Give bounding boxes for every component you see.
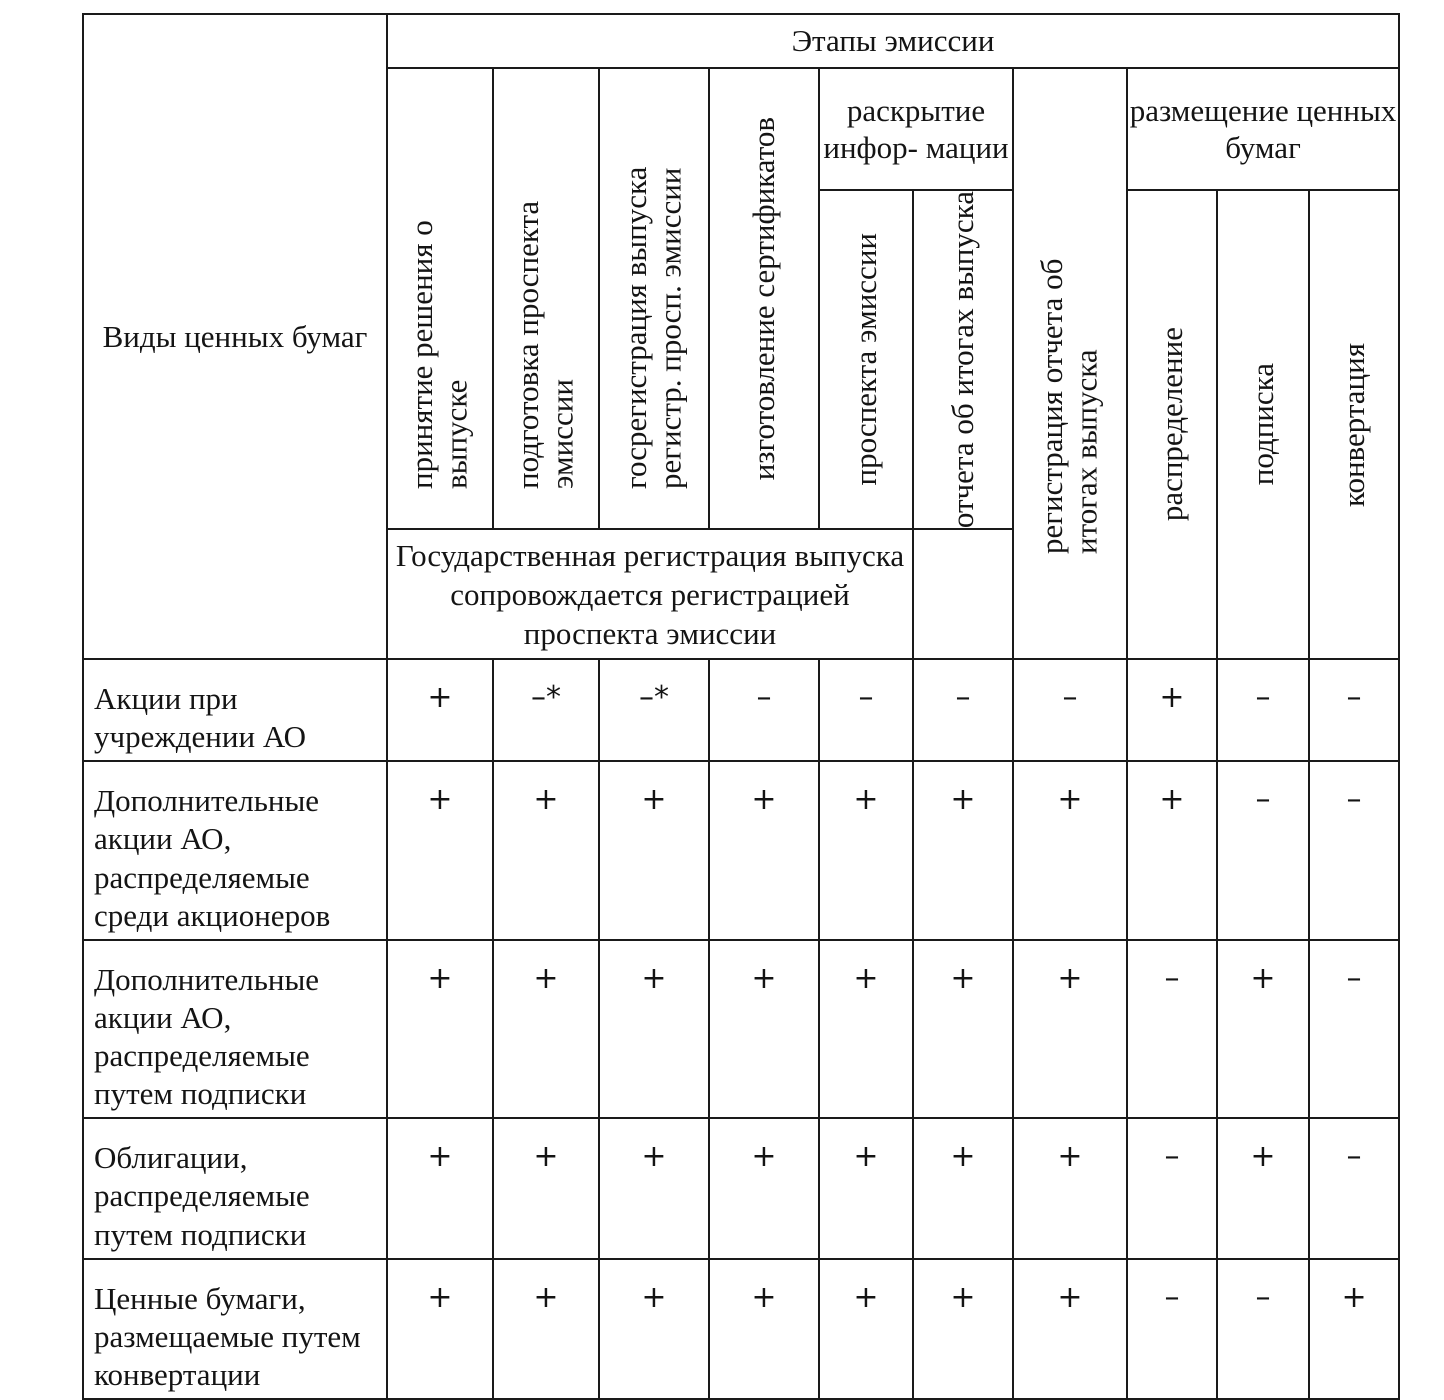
stage-col-6 xyxy=(913,190,1013,529)
cell-mark: + xyxy=(709,940,819,1119)
stage-col-2-label: подготовка проспекта эмиссии xyxy=(510,200,580,489)
registration-note: Государственная регистрация выпуска сопровождается регистрацией проспекта эмиссии xyxy=(387,529,913,659)
stage-col-10-label: конвертация xyxy=(1335,342,1371,507)
stage-col-4-label: изготовление сертификатов xyxy=(745,116,781,481)
cell-mark: – xyxy=(1309,761,1399,940)
cell-mark: – xyxy=(1127,940,1217,1119)
cell-mark: + xyxy=(709,761,819,940)
cell-mark: + xyxy=(1127,761,1217,940)
cell-mark: –* xyxy=(493,659,599,761)
cell-mark: + xyxy=(913,1259,1013,1399)
table-row xyxy=(83,659,1399,761)
cell-mark: + xyxy=(1127,659,1217,761)
stage-col-10 xyxy=(1309,190,1399,659)
cell-mark: + xyxy=(1013,1259,1127,1399)
stage-col-5 xyxy=(819,190,913,529)
cell-mark: + xyxy=(493,1259,599,1399)
cell-mark: + xyxy=(599,761,709,940)
cell-mark: – xyxy=(1217,761,1309,940)
cell-mark: – xyxy=(1013,659,1127,761)
header-row-1 xyxy=(83,14,1399,68)
stage-col-4 xyxy=(709,68,819,529)
table-row xyxy=(83,1118,1399,1258)
stage-col-1 xyxy=(387,68,493,529)
stage-col-8 xyxy=(1127,190,1217,659)
cell-mark: + xyxy=(819,1259,913,1399)
row-label: Облигации, распределяемые путем подписки xyxy=(83,1118,387,1258)
cell-mark: – xyxy=(709,659,819,761)
cell-mark: + xyxy=(1013,761,1127,940)
cell-mark: + xyxy=(493,1118,599,1258)
cell-mark: + xyxy=(1013,940,1127,1119)
stage-col-1-label: принятие решения о выпуске xyxy=(404,219,474,489)
row-label: Дополнительные акции АО, распределяемые путем подписки xyxy=(83,940,387,1119)
cell-mark: – xyxy=(1127,1118,1217,1258)
cell-mark: – xyxy=(1127,1259,1217,1399)
stage-col-9 xyxy=(1217,190,1309,659)
cell-mark: + xyxy=(819,761,913,940)
cell-mark: – xyxy=(1217,659,1309,761)
group-placement: размещение ценных бумаг xyxy=(1127,68,1399,190)
stage-col-7 xyxy=(1013,68,1127,659)
cell-mark: + xyxy=(493,940,599,1119)
stage-col-9-label: подписка xyxy=(1244,363,1280,486)
stage-col-2 xyxy=(493,68,599,529)
row-label: Ценные бумаги, размещаемые путем конвертации xyxy=(83,1259,387,1399)
cell-mark: – xyxy=(1217,1259,1309,1399)
cell-mark: – xyxy=(1309,1118,1399,1258)
cell-mark: + xyxy=(1309,1259,1399,1399)
corner-header-text: Виды ценных бумаг xyxy=(102,318,368,354)
table-row xyxy=(83,761,1399,940)
stage-col-6-label: отчета об итогах выпуска xyxy=(944,191,980,529)
cell-mark: + xyxy=(913,761,1013,940)
row-label: Акции при учреждении АО xyxy=(83,659,387,761)
cell-mark: + xyxy=(1217,1118,1309,1258)
cell-mark: + xyxy=(387,761,493,940)
cell-mark: + xyxy=(387,940,493,1119)
cell-mark: + xyxy=(599,940,709,1119)
row-label: Дополнительные акции АО, распределяемые среди акционеров xyxy=(83,761,387,940)
cell-mark: – xyxy=(1309,659,1399,761)
cell-mark: – xyxy=(913,659,1013,761)
cell-mark: + xyxy=(599,1259,709,1399)
stages-title: Этапы эмиссии xyxy=(387,14,1399,68)
cell-mark: + xyxy=(387,1118,493,1258)
cell-mark: – xyxy=(819,659,913,761)
cell-mark: + xyxy=(599,1118,709,1258)
stage-col-8-label: распределение xyxy=(1153,327,1189,522)
cell-mark: + xyxy=(819,940,913,1119)
group-disclosure: раскрытие инфор- мации xyxy=(819,68,1013,190)
stage-col-3 xyxy=(599,68,709,529)
cell-mark: + xyxy=(387,1259,493,1399)
cell-mark: + xyxy=(709,1259,819,1399)
corner-header-cell xyxy=(83,14,387,659)
cell-mark: + xyxy=(1217,940,1309,1119)
emission-stages-table xyxy=(82,13,1400,1400)
cell-mark: + xyxy=(387,659,493,761)
stage-col-7-label: регистрация отчета об итогах выпуска xyxy=(1034,258,1104,554)
cell-mark: + xyxy=(913,940,1013,1119)
table-row xyxy=(83,1259,1399,1399)
cell-mark: –* xyxy=(599,659,709,761)
cell-mark: + xyxy=(913,1118,1013,1258)
cell-mark: + xyxy=(709,1118,819,1258)
cell-mark: – xyxy=(1309,940,1399,1119)
cell-mark: + xyxy=(493,761,599,940)
stage-col-3-label: госрегистрация выпуска регистр. просп. эмиссии xyxy=(618,166,688,489)
table-row xyxy=(83,940,1399,1119)
stage-col-5-label: проспекта эмиссии xyxy=(847,233,883,486)
cell-mark: + xyxy=(1013,1118,1127,1258)
cell-mark: + xyxy=(819,1118,913,1258)
